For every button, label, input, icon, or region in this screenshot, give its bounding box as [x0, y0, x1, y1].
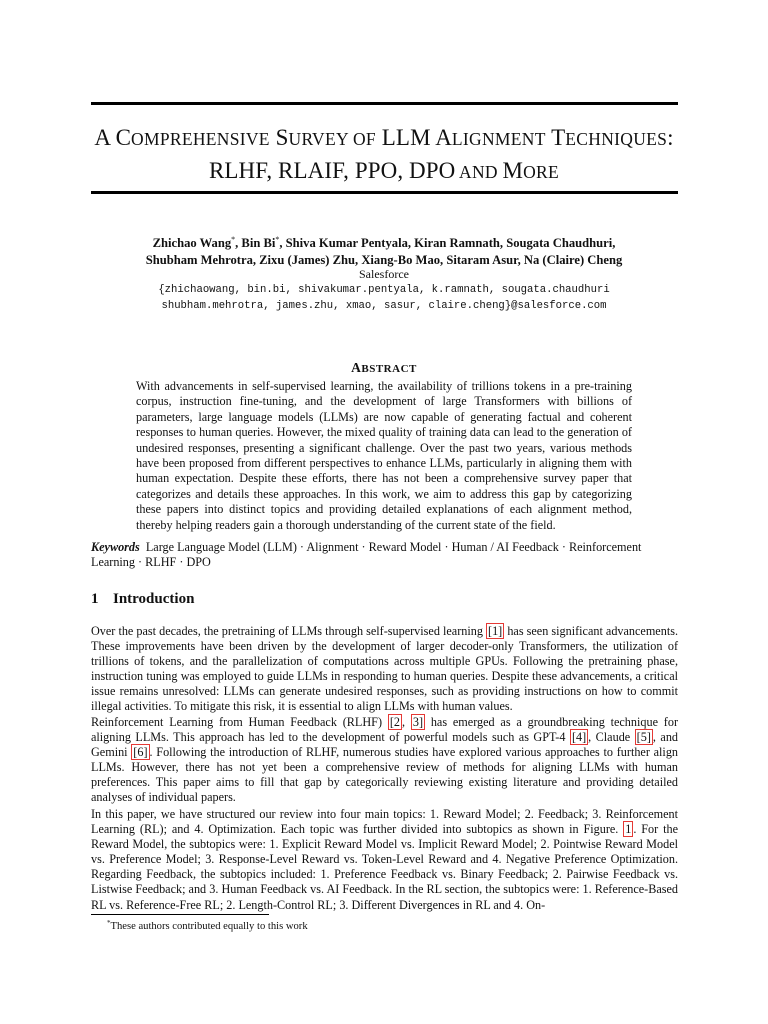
keywords-label: Keywords [91, 540, 140, 554]
paper-title [60, 122, 708, 188]
figure-reference-link[interactable]: 1 [625, 822, 632, 837]
footnote-rule [91, 914, 269, 915]
equal-contribution-mark: * [275, 235, 280, 244]
affiliation: Salesforce [359, 267, 409, 281]
abstract-heading: ABSTRACT [351, 360, 417, 375]
intro-paragraph-2: Reinforcement Learning from Human Feedback (RLHF) [2 , 3] has emerged as a groundbreaking technique for aligning LLMs. This approach has led to the development of powerful models such as GPT-4 [4] , Claude [5] , and Gemini [6] . Following the introduction of RLHF, numerous studies have explored various approaches to further align LLMs. However, there has not yet been a comprehensive review of methods for aligning LLMs with human preferences. This paper aims to fill that gap by categorically reviewing existing literature and providing detailed analyses of individual papers. [91, 715, 679, 805]
author-list [80, 235, 688, 269]
author-line-2: Shubham Mehrotra, Zixu (James) Zhu, Xiang-Bo Mao, Sitaram Asur, Na (Claire) Cheng [145, 253, 623, 267]
citation-link[interactable]: [6] [133, 745, 148, 760]
keywords-list: Large Language Model (LLM) · Alignment · Reward Model · Human / AI Feedback · Reinforcement Learning · RLHF · DPO [91, 540, 642, 569]
title-line-1: A COMPREHENSIVE SURVEY OF LLM ALIGNMENT TECHNIQUES: [94, 125, 674, 150]
intro-paragraph-1: Over the past decades, the pretraining of LLMs through self-supervised learning [1] has seen significant advancements. These improvements have been driven by the development of larger decoder-only Transformers, the utilization of trillions of tokens, and the parallelization of computations across multiple GPUs. Following the pretraining phase, instruction tuning was employed to guide LLMs in responding to human queries. Despite these advancements, a critical issue remains unresolved: LLMs can generate undesired responses, such as providing instructions on how to commit illegal activities. To mitigate this risk, it is essential to align LLMs with human values. [91, 624, 678, 714]
equal-contribution-mark: * [231, 235, 236, 244]
citation-link[interactable]: 3] [412, 715, 424, 729]
citation-link[interactable]: [4] [571, 730, 587, 745]
section-heading-introduction [91, 591, 194, 608]
title-line-2: RLHF, RLAIF, PPO, DPO AND MORE [208, 158, 560, 183]
citation-link[interactable]: [5] [636, 730, 651, 745]
section-number: 1 [91, 591, 99, 607]
footnote-mark: * [107, 919, 111, 927]
citation-link[interactable]: [1] [488, 624, 503, 638]
author-emails: {zhichaowang, bin.bi, shivakumar.pentyala, k.ramnath, sougata.chaudhuri shubham.mehrotra, james.zhu, xmao, sasur, claire.cheng}@salesforce.com [158, 284, 610, 312]
keywords [91, 540, 678, 570]
title-top-rule [91, 102, 678, 105]
intro-paragraph-3: In this paper, we have structured our review into four main topics: 1. Reward Model; 2. Feedback; 3. Reinforcement Learning (RL); and 4. Optimization. Each topic was further divided into subtopics as shown in Figure. 1 . For the Reward Model, the subtopics were: 1. Explicit Reward Model vs. Implicit Reward Model; 2. Pointwise Reward Model vs. Preference Model; 3. Response-Level Reward vs. Token-Level Reward and 4. Negative Preference Optimization. Regarding Feedback, the subtopics included: 1. Preference Feedback vs. Binary Feedback; 2. Pairwise Feedback vs. Listwise Feedback; and 3. Human Feedback vs. AI Feedback. In the RL section, the subtopics were: 1. Reference-Based RL vs. Reference-Free RL; 2. Length-Control RL; 3. Different Divergences in RL and 4. On- [91, 807, 678, 912]
title-bottom-rule [91, 191, 678, 194]
citation-link[interactable]: [2 [389, 715, 400, 729]
abstract-text: With advancements in self-supervised learning, the availability of trillions tokens in a pre-training corpus, instruction fine-tuning, and the development of large Transformers with billions of parameters, large language models (LLMs) are now capable of generating factual and coherent responses to human queries. However, the mixed quality of training data can lead to the generation of undesired responses, presenting a significant challenge. Over the past two years, various methods have been proposed from different perspectives to enhance LLMs, particularly in aligning them with human expectation. Despite these efforts, there has not been a comprehensive survey paper that categorizes and details these approaches. In this work, we aim to address this gap by categorizing these papers into distinct topics and providing detailed explanations of each alignment method, thereby helping readers gain a thorough understanding of the current state of the field. [136, 379, 632, 532]
footnote: *These authors contributed equally to this work [107, 919, 308, 932]
author-line-1: Zhichao Wang*, Bin Bi*, Shiva Kumar Pentyala, Kiran Ramnath, Sougata Chaudhuri, [152, 235, 616, 250]
section-title: Introduction [113, 591, 195, 607]
